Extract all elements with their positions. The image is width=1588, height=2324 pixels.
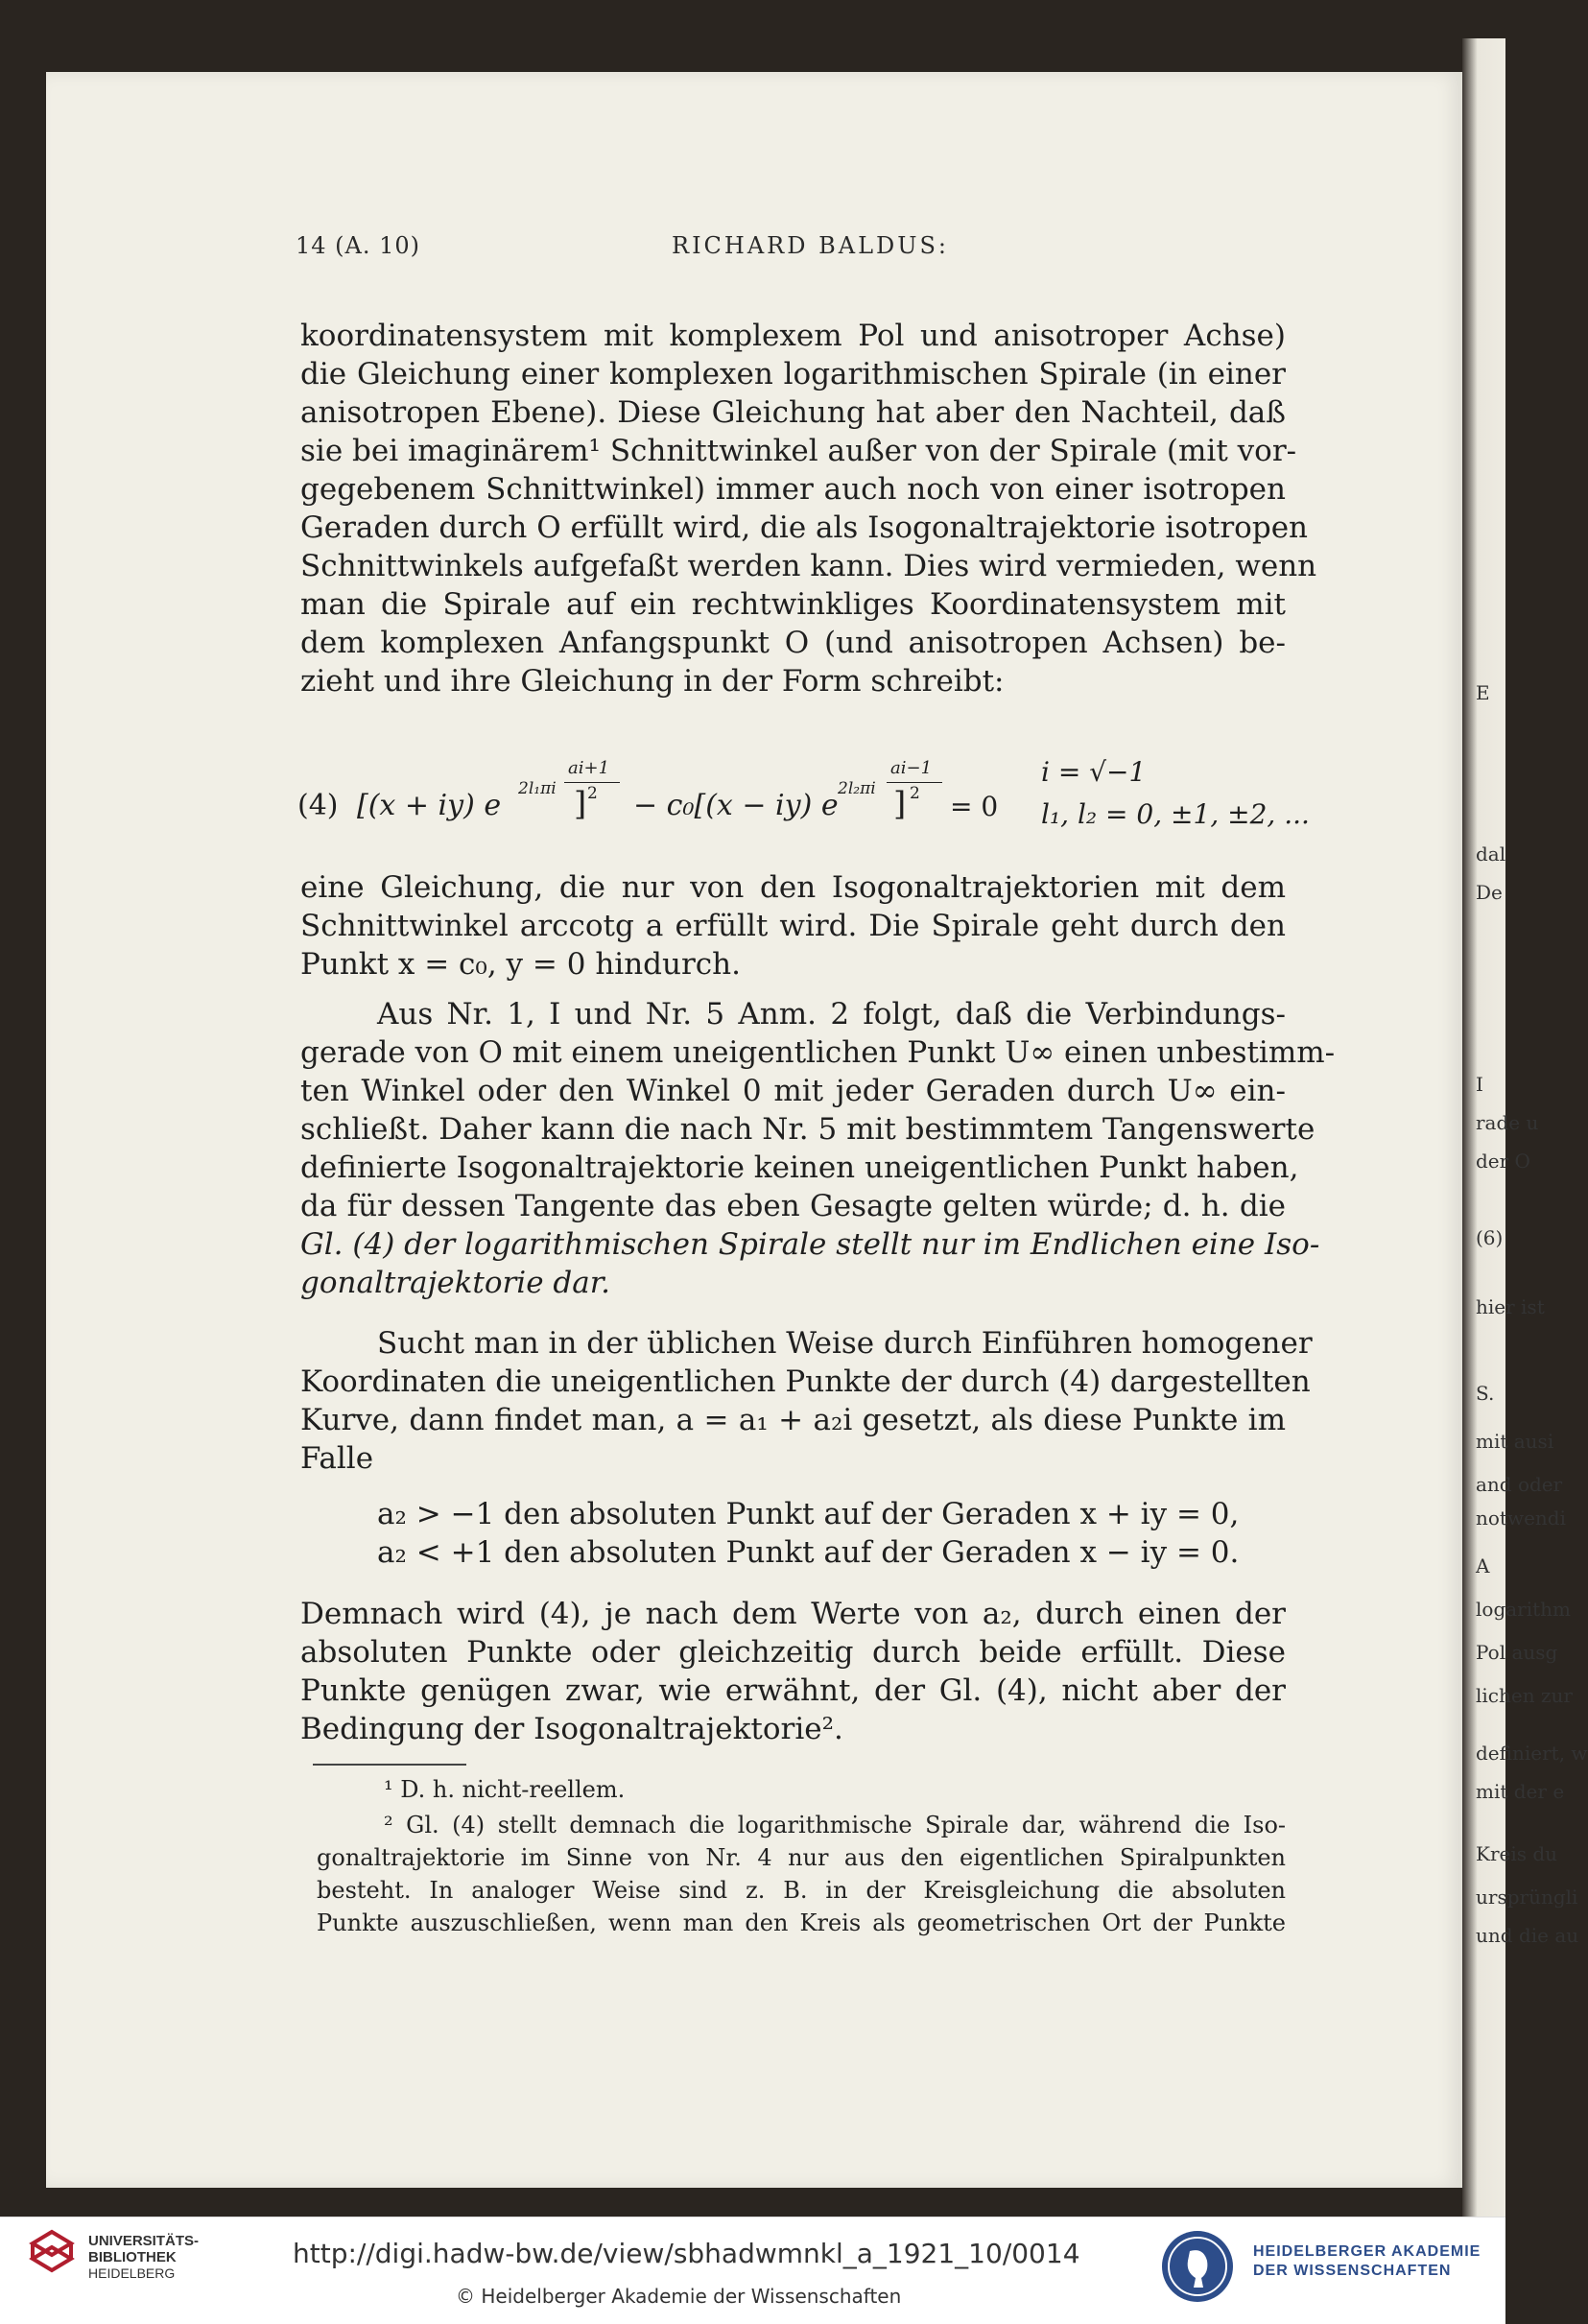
power-2-numerator: ai−1 [890,758,933,778]
text-line: Kurve, dann findet man, a = a₁ + a₂i gesetzt, als diese Punkte im [300,1403,1286,1437]
case-line: a₂ < +1 den absoluten Punkt auf der Geraden x − iy = 0. [377,1535,1240,1570]
edge-fragment: dal [1476,842,1506,866]
text-line: Aus Nr. 1, I und Nr. 5 Anm. 2 folgt, daß die Verbindungs- [377,997,1286,1032]
edge-fragment: I [1476,1073,1483,1096]
edge-fragment: rade u [1476,1111,1539,1134]
edge-fragment: ursprüngli [1476,1885,1578,1909]
text-line: Gl. (4) der logarithmischen Spirale stellt nur im Endlichen eine Iso- [300,1227,1320,1262]
edge-fragment: hier ist [1476,1295,1545,1318]
text-line: Punkt x = c₀, y = 0 hindurch. [300,947,741,982]
text-line: Schnittwinkel arccotg a erfüllt wird. Die Spirale geht durch den [300,909,1286,943]
edge-fragment: A [1476,1554,1490,1577]
text-line: anisotropen Ebene). Diese Gleichung hat aber den Nachteil, daß [300,395,1286,430]
edge-fragment: De [1476,881,1503,904]
equation-lhs: [(x + iy) e [357,789,502,822]
exponent-1: 2l₁πi [518,779,557,798]
footnote-2-line: gonaltrajektorie im Sinne von Nr. 4 nur aus den eigentlichen Spiralpunkten [317,1844,1286,1871]
case-line: a₂ > −1 den absoluten Punkt auf der Geraden x + iy = 0, [377,1497,1240,1531]
footnote-rule [313,1764,466,1766]
fraction-bar [887,782,942,783]
library-name-line3: HEIDELBERG [88,2265,176,2281]
text-line: Punkte genügen zwar, wie erwähnt, der Gl. (4), nicht aber der [300,1673,1286,1708]
edge-fragment: der O [1476,1150,1530,1173]
footnote-2-line: ² Gl. (4) stellt demnach die logarithmische Spirale dar, während die Iso- [384,1812,1286,1838]
text-line: Koordinaten die uneigentlichen Punkte der durch (4) dargestellten [300,1364,1311,1399]
equation-equals-zero: = 0 [950,791,999,822]
bracket-close-1: ] [574,785,587,823]
text-line: eine Gleichung, die nur von den Isogonaltrajektorien mit dem [300,870,1286,905]
text-line: zieht und ihre Gleichung in der Form schreibt: [300,664,1005,699]
power-1-denominator: 2 [587,784,598,803]
text-line: Falle [300,1441,374,1476]
equation-number: (4) [297,789,339,822]
text-line: schließt. Daher kann die nach Nr. 5 mit bestimmtem Tangenswerte [300,1112,1315,1147]
footnote-1: ¹ D. h. nicht-reellem. [384,1776,626,1803]
academy-name-line2: DER WISSENSCHAFTEN [1253,2263,1452,2279]
text-line: Bedingung der Isogonaltrajektorie². [300,1712,843,1746]
running-head-author: RICHARD BALDUS: [672,232,950,259]
edge-fragment: and oder [1476,1473,1563,1496]
text-line: absoluten Punkte oder gleichzeitig durch beide erfüllt. Diese [300,1635,1286,1670]
edge-fragment: definiert, w [1476,1742,1588,1765]
edge-fragment: Pol ausg [1476,1641,1558,1664]
library-name-line1: UNIVERSITÄTS- [88,2233,200,2249]
edge-fragment: mit ausi [1476,1430,1554,1453]
edge-fragment: und die au [1476,1924,1579,1947]
text-line: ten Winkel oder den Winkel 0 mit jeder Geraden durch U∞ ein- [300,1074,1286,1108]
academy-seal-icon [1159,2228,1236,2305]
edge-fragment: lichen zur [1476,1684,1573,1707]
condition-i: i = √−1 [1041,756,1147,788]
text-line: koordinatensystem mit komplexem Pol und anisotroper Achse) [300,319,1286,353]
text-line: man die Spirale auf ein rechtwinkliges Koordinatensystem mit [300,587,1286,622]
equation-c0-term: − c₀[(x − iy) e [633,789,839,822]
condition-l: l₁, l₂ = 0, ±1, ±2, ... [1041,798,1310,830]
page-number-header: 14 (A. 10) [296,232,421,259]
text-line: da für dessen Tangente das eben Gesagte gelten würde; d. h. die [300,1189,1286,1223]
text-line: die Gleichung einer komplexen logarithmischen Spirale (in einer [300,357,1286,391]
bracket-close-2: ] [893,785,907,823]
edge-fragment: E [1476,681,1490,704]
text-line: gegebenem Schnittwinkel) immer auch noch von einer isotropen [300,472,1286,507]
text-line: definierte Isogonaltrajektorie keinen uneigentlichen Punkt haben, [300,1150,1299,1185]
library-name-line2: BIBLIOTHEK [88,2249,177,2265]
power-1-numerator: ai+1 [568,758,610,778]
text-line: gonaltrajektorie dar. [300,1266,611,1300]
edge-fragment: S. [1476,1382,1495,1405]
edge-fragment: logarithm [1476,1598,1572,1621]
edge-fragment: Kreis du [1476,1842,1558,1865]
permalink-url[interactable]: http://digi.hadw-bw.de/view/sbhadwmnkl_a_1921_10/0014 [293,2238,1080,2269]
text-line: Schnittwinkels aufgefaßt werden kann. Dies wird vermieden, wenn [300,549,1317,583]
fraction-bar [564,782,620,783]
text-line: Demnach wird (4), je nach dem Werte von a₂, durch einen der [300,1597,1286,1631]
copyright-notice: © Heidelberger Akademie der Wissenschaften [456,2285,902,2308]
academy-name-line1: HEIDELBERGER AKADEMIE [1253,2243,1481,2260]
text-line: Geraden durch O erfüllt wird, die als Isogonaltrajektorie isotropen [300,510,1309,545]
exponent-2: 2l₂πi [838,779,876,798]
edge-fragment: mit der e [1476,1780,1565,1803]
text-line: gerade von O mit einem uneigentlichen Punkt U∞ einen unbestimm- [300,1035,1336,1070]
power-2-denominator: 2 [910,784,920,803]
edge-fragment: (6) [1476,1226,1504,1249]
text-line: sie bei imaginärem¹ Schnittwinkel außer von der Spirale (mit vor- [300,434,1297,468]
university-library-logo-icon [27,2228,77,2278]
text-line: Sucht man in der üblichen Weise durch Einführen homogener [377,1326,1313,1361]
edge-fragment: notwendi [1476,1506,1566,1530]
footnote-2-line: besteht. In analoger Weise sind z. B. in der Kreisgleichung die absoluten [317,1877,1286,1904]
footnote-2-line: Punkte auszuschließen, wenn man den Kreis als geometrischen Ort der Punkte [317,1909,1286,1936]
text-line: dem komplexen Anfangspunkt O (und anisotropen Achsen) be- [300,626,1286,660]
